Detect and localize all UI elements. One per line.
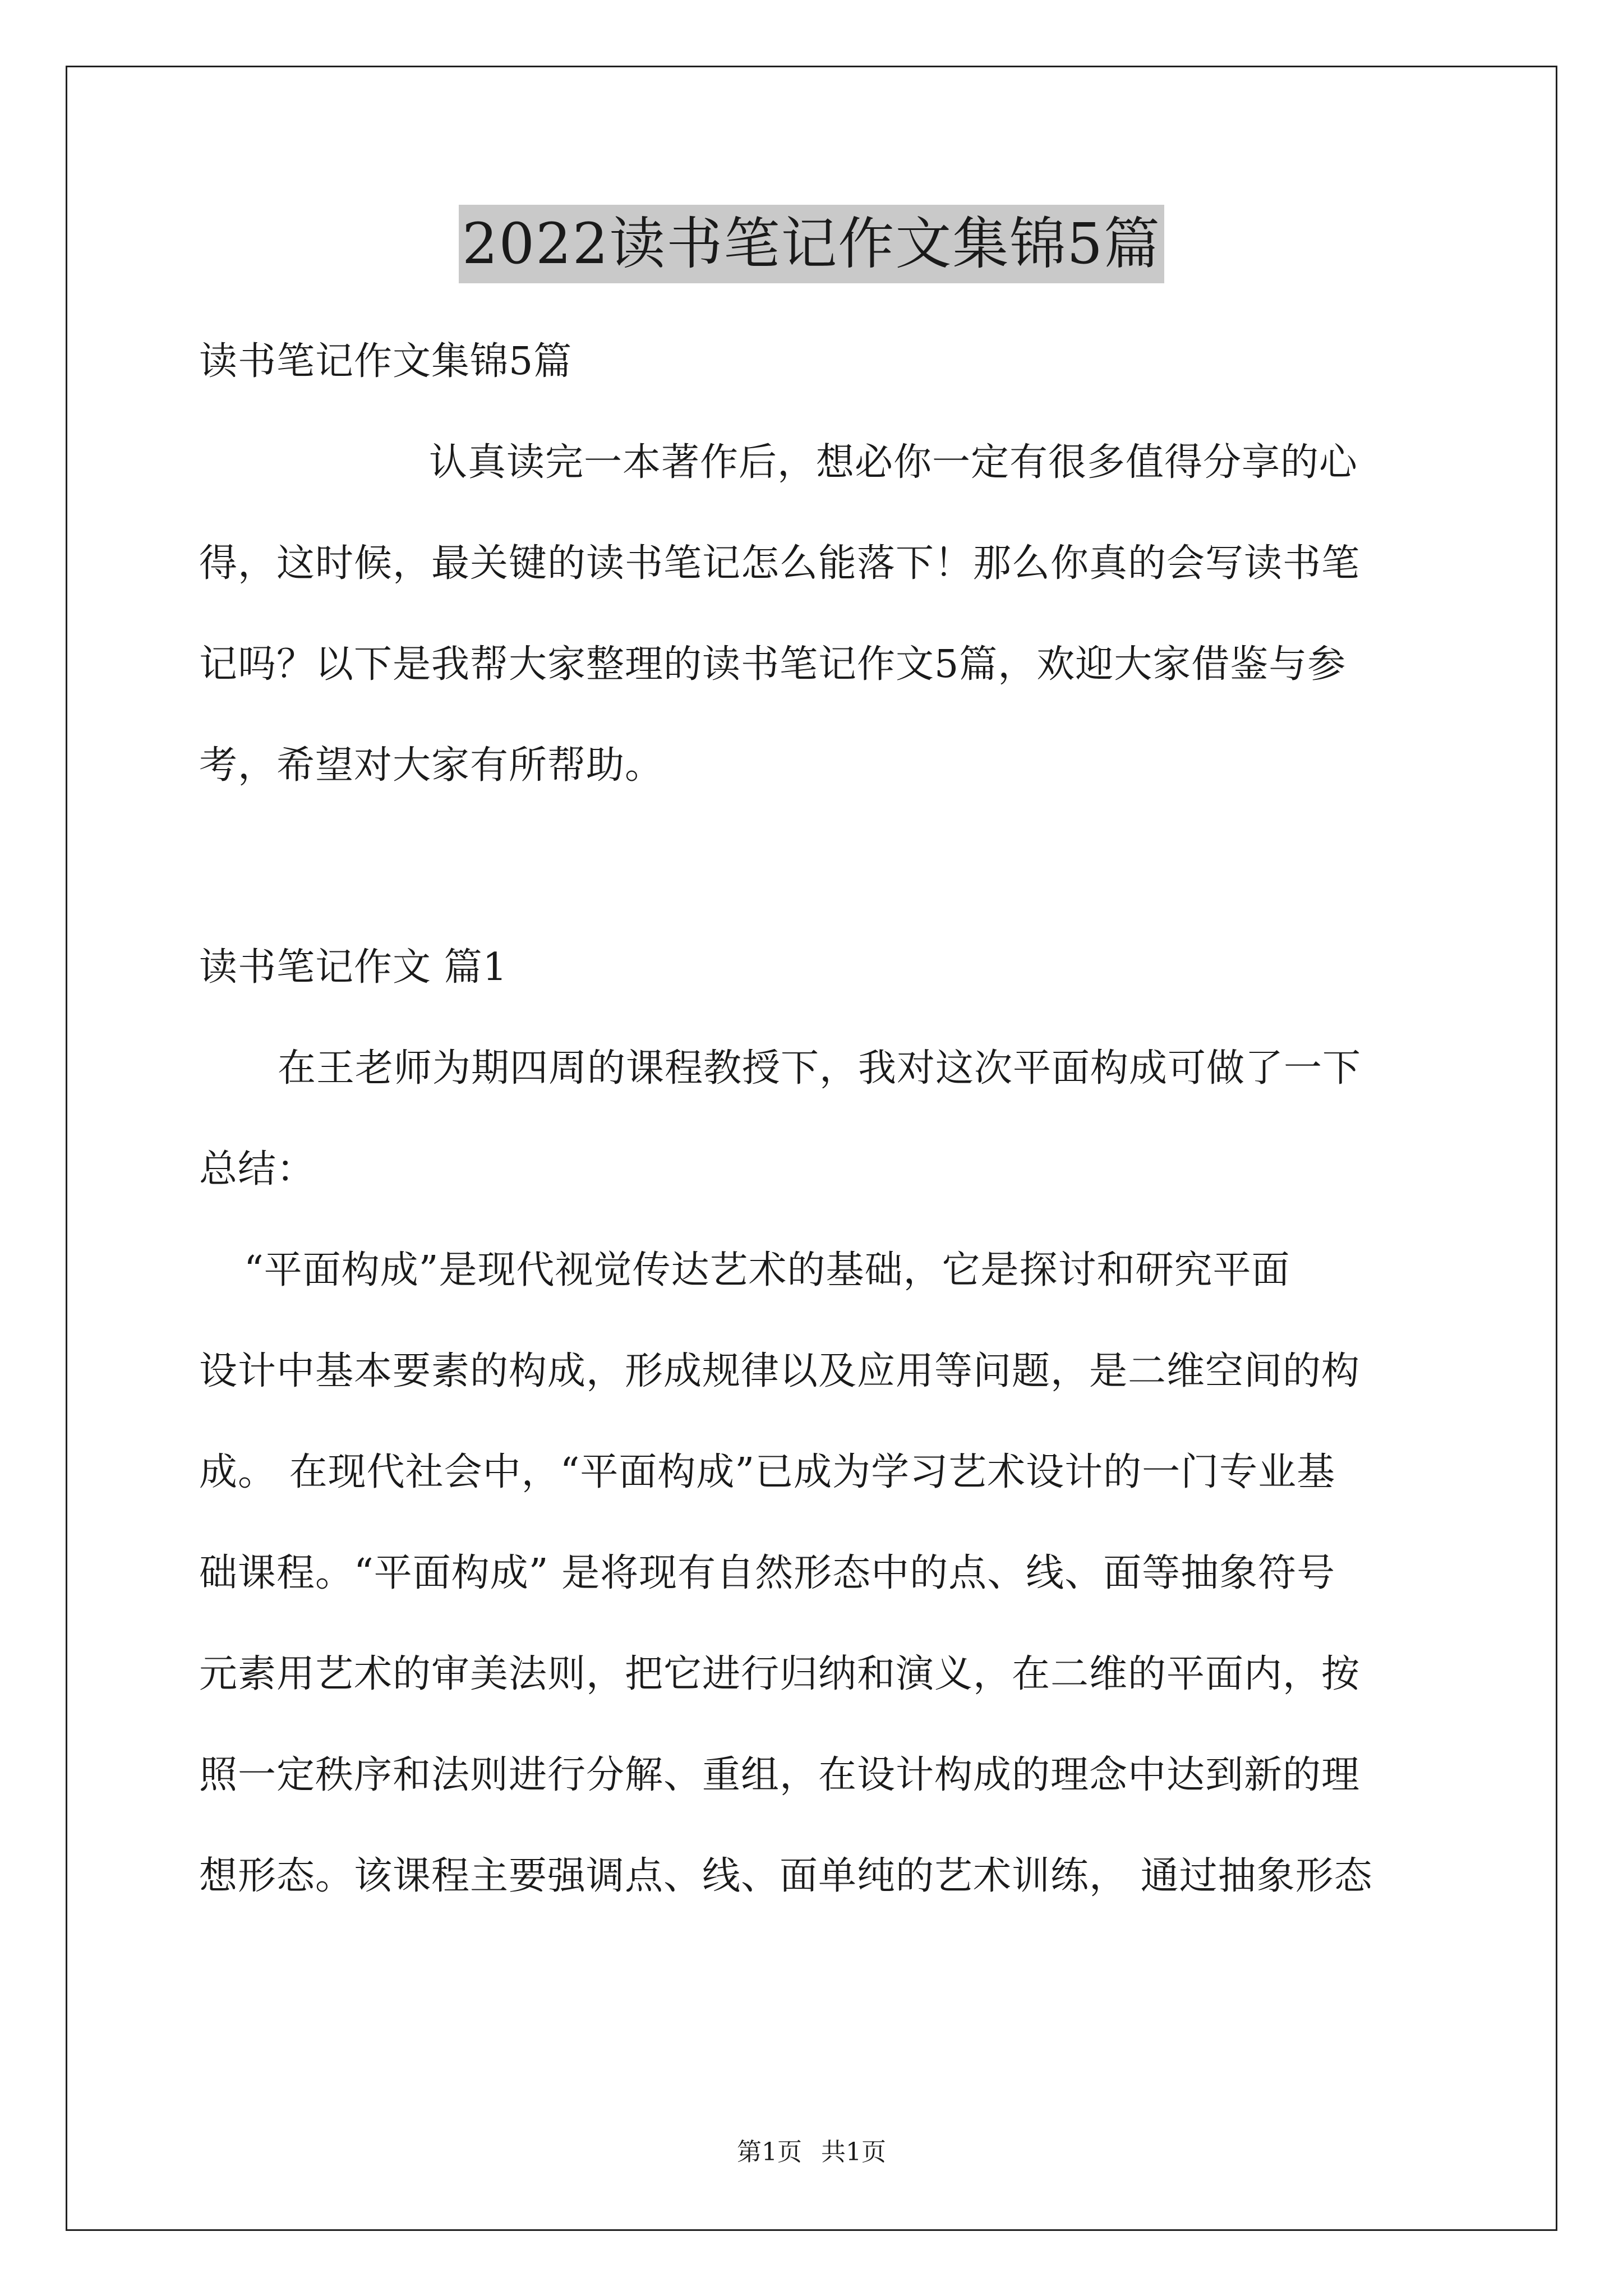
intro-line: 记吗？以下是我帮大家整理的读书笔记作文5篇，欢迎大家借鉴与参 [199,642,1347,687]
page-footer [0,2132,1623,2168]
document-title: 2022读书笔记作文集锦5篇 [459,205,1164,283]
intro-line: 认真读完一本著作后，想必你一定有很多值得分享的心 [429,440,1358,485]
intro-line: 得，这时候，最关键的读书笔记怎么能落下！那么你真的会写读书笔 [199,541,1361,586]
body-line: 成。 在现代社会中，“平面构成”已成为学习艺术设计的一门专业基 [199,1450,1336,1494]
body-line: 在王老师为期四周的课程教授下，我对这次平面构成可做了一下 [278,1046,1362,1091]
body-line: 设计中基本要素的构成，形成规律以及应用等问题，是二维空间的构 [199,1349,1361,1393]
spacer [199,816,1433,917]
section-heading: 读书笔记作文 篇1 [199,945,508,990]
intro-line: 考，希望对大家有所帮助。 [199,743,664,788]
body-line: 础课程。“平面构成” 是将现有自然形态中的点、线、面等抽象符号 [199,1551,1336,1595]
body-line: 总结： [199,1147,316,1191]
page-number: 第1页 [737,2138,802,2166]
body-line: 照一定秩序和法则进行分解、重组，在设计构成的理念中达到新的理 [199,1753,1361,1797]
subtitle-line: 读书笔记作文集锦5篇 [199,339,573,384]
document-body [199,311,1433,1927]
page-total: 共1页 [821,2138,886,2166]
body-line: 元素用艺术的审美法则，把它进行归纳和演义，在二维的平面内，按 [199,1652,1361,1696]
body-line: “平面构成”是现代视觉传达艺术的基础，它是探讨和研究平面 [244,1248,1290,1292]
body-line: 想形态。该课程主要强调点、线、面单纯的艺术训练， 通过抽象形态 [199,1854,1373,1898]
title-container [0,205,1623,283]
